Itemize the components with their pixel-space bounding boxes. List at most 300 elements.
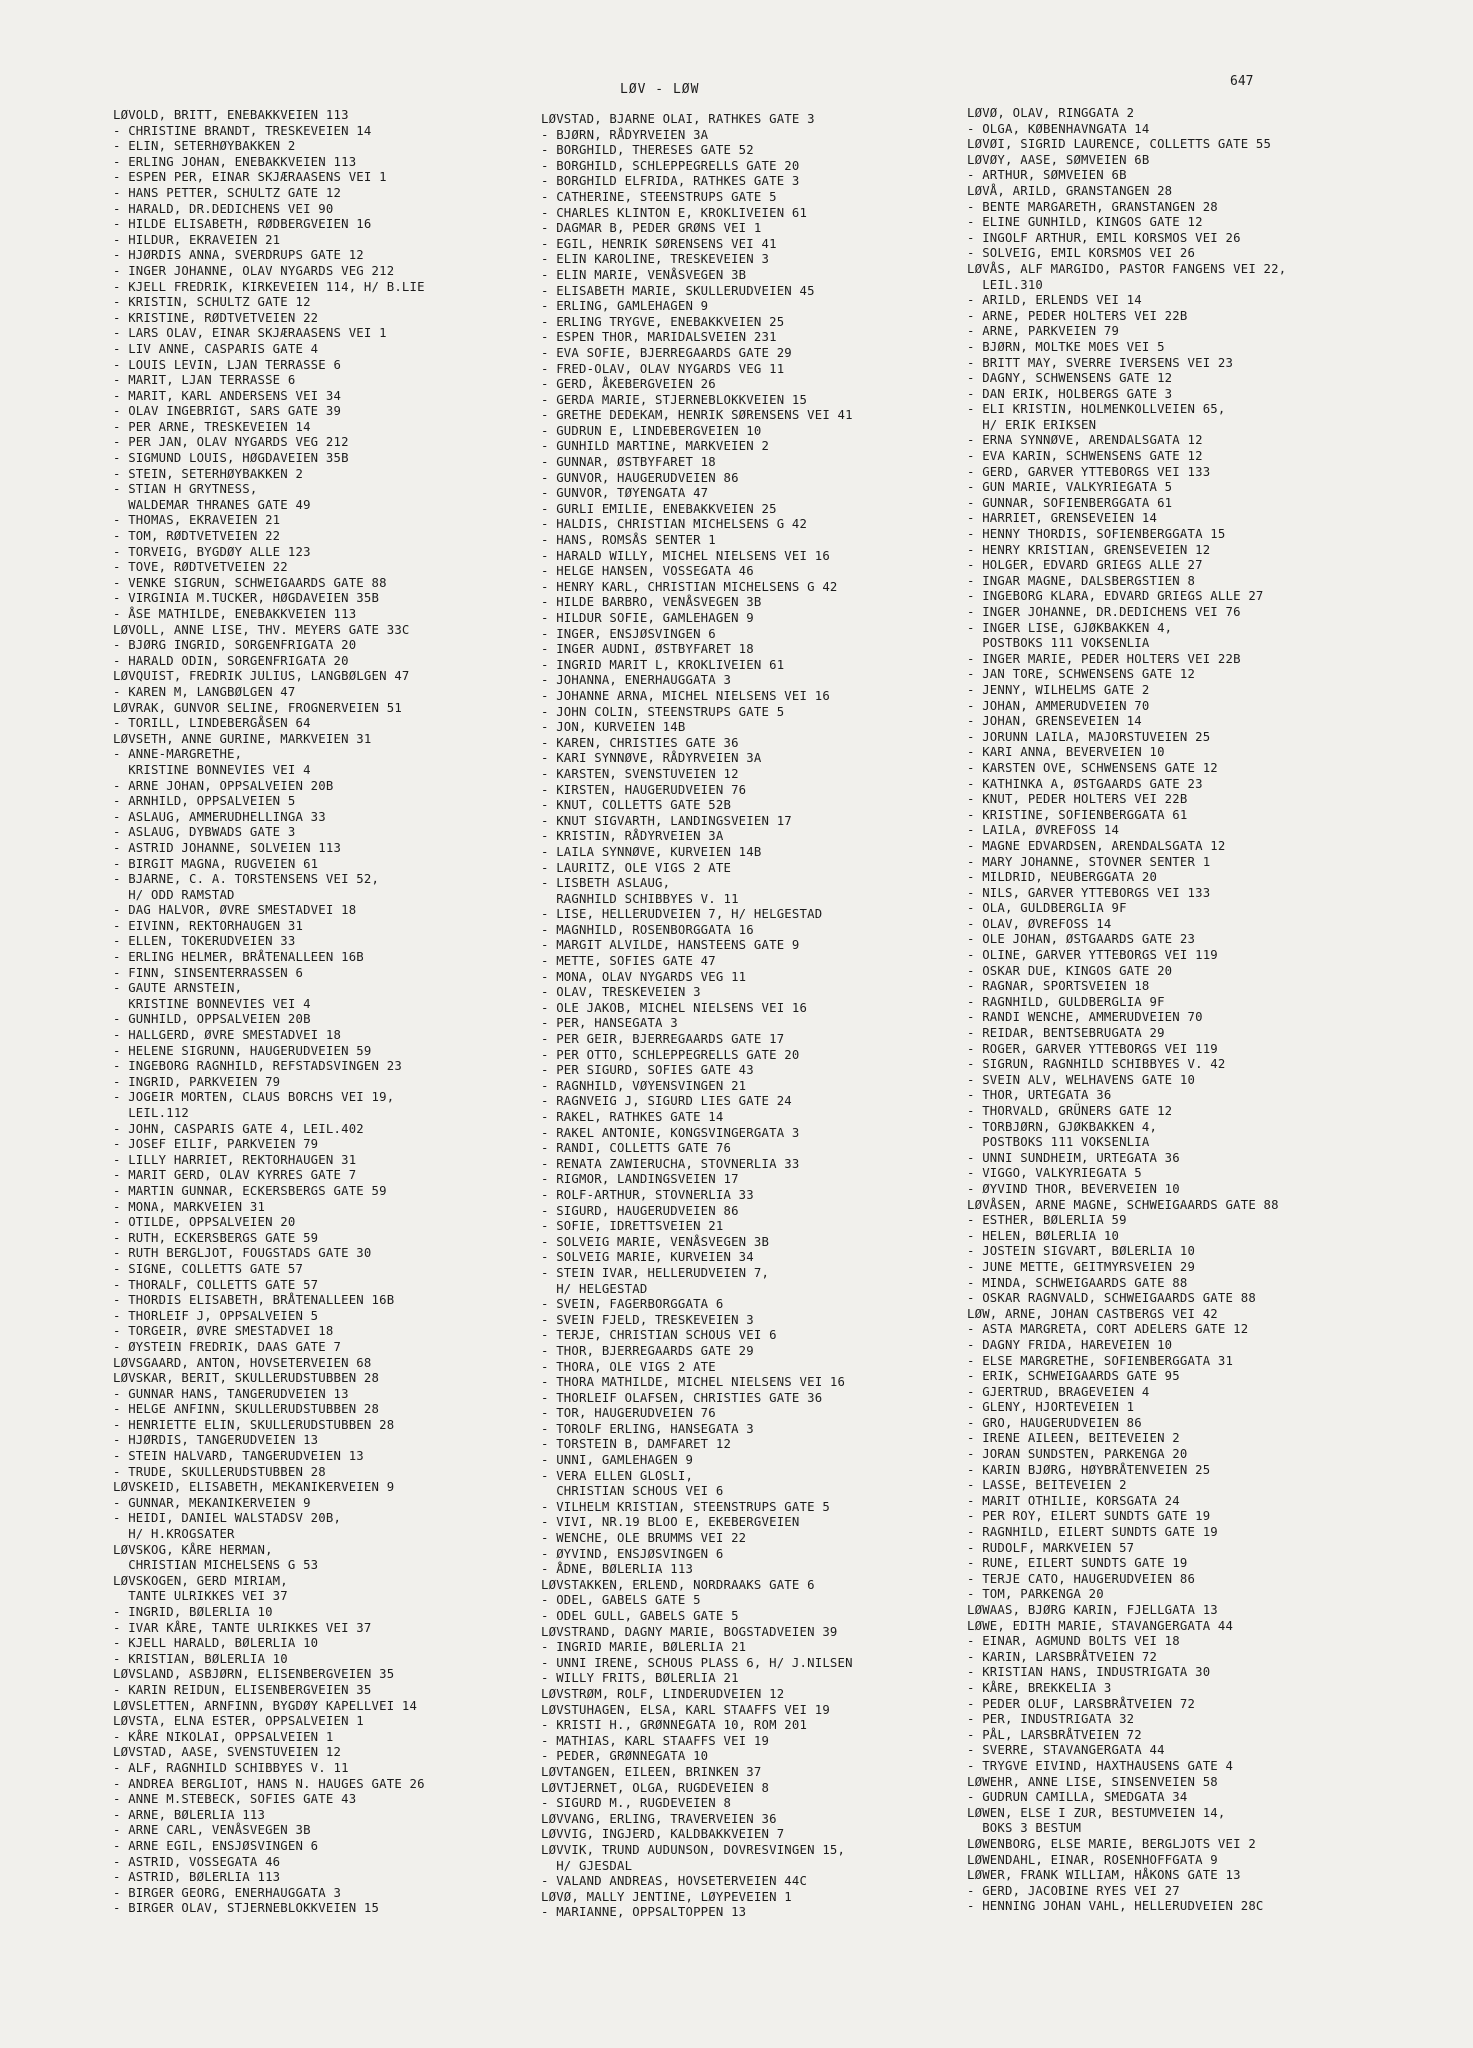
directory-entry-line: - KRISTINE, SOFIENBERGGATA 61 <box>967 807 1188 822</box>
directory-entry-line: - ELLEN, TOKERUDVEIEN 33 <box>113 934 296 949</box>
directory-entry-line: - PER JAN, OLAV NYGARDS VEG 212 <box>113 435 349 450</box>
directory-entry-line: - SIGRUN, RAGNHILD SCHIBBYES V. 42 <box>967 1057 1226 1072</box>
directory-entry-line: - OSKAR RAGNVALD, SCHWEIGAARDS GATE 88 <box>967 1291 1256 1306</box>
directory-entry-line: - RUNE, EILERT SUNDTS GATE 19 <box>967 1556 1188 1571</box>
directory-entry-line: KRISTINE BONNEVIES VEI 4 <box>113 762 311 777</box>
directory-entry-line: - SOLVEIG, EMIL KORSMOS VEI 26 <box>967 246 1196 261</box>
directory-entry-line: - BENTE MARGARETH, GRANSTANGEN 28 <box>967 199 1218 214</box>
directory-entry-line: LØVSTA, ELNA ESTER, OPPSALVEIEN 1 <box>113 1714 364 1729</box>
directory-entry-line: - TERJE, CHRISTIAN SCHOUS VEI 6 <box>541 1328 777 1343</box>
directory-entry-line: - TRUDE, SKULLERUDSTUBBEN 28 <box>113 1464 326 1479</box>
directory-entry-line: - HJØRDIS ANNA, SVERDRUPS GATE 12 <box>113 248 364 263</box>
directory-entry-line: - PER SIGURD, SOFIES GATE 43 <box>541 1063 754 1078</box>
directory-entry-line: - HARALD WILLY, MICHEL NIELSENS VEI 16 <box>541 548 830 563</box>
directory-entry-line: - ARTHUR, SØMVEIEN 6B <box>967 168 1127 183</box>
directory-entry-line: - KARIN BJØRG, HØYBRÅTENVEIEN 25 <box>967 1462 1211 1477</box>
directory-entry-line: H/ ERIK ERIKSEN <box>967 417 1097 432</box>
directory-entry-line: - PER, INDUSTRIGATA 32 <box>967 1712 1135 1727</box>
directory-entry-line: - ARNE, BØLERLIA 113 <box>113 1807 266 1822</box>
directory-entry-line: - ERNA SYNNØVE, ARENDALSGATA 12 <box>967 433 1203 448</box>
directory-entry-line: LØVSTRØM, ROLF, LINDERUDVEIEN 12 <box>541 1686 785 1701</box>
directory-entry-line: - BIRGIT MAGNA, RUGVEIEN 61 <box>113 856 319 871</box>
directory-entry-line: - ASTRID, BØLERLIA 113 <box>113 1870 281 1885</box>
directory-entry-line: CHRISTIAN MICHELSENS G 53 <box>113 1558 319 1573</box>
directory-entry-line: - INGER JOHANNE, DR.DEDICHENS VEI 76 <box>967 605 1241 619</box>
directory-entry-line: - TORILL, LINDEBERGÅSEN 64 <box>113 716 311 731</box>
directory-entry-line: - HEIDI, DANIEL WALSTADSV 20B, <box>113 1511 342 1526</box>
directory-entry-line: - ARNE, PEDER HOLTERS VEI 22B <box>967 308 1188 323</box>
directory-entry-line: - ELIN MARIE, VENÅSVEGEN 3B <box>541 267 747 282</box>
directory-entry-line: - KARSTEN, SVENSTUVEIEN 12 <box>541 766 739 781</box>
running-head: LØV - LØW <box>620 82 700 97</box>
directory-entry-line: - VIGGO, VALKYRIEGATA 5 <box>967 1166 1142 1181</box>
directory-entry-line: - ELISABETH MARIE, SKULLERUDVEIEN 45 <box>541 283 815 298</box>
directory-entry-line: - SIGMUND LOUIS, HØGDAVEIEN 35B <box>113 451 349 466</box>
directory-entry-line: - HENRY KRISTIAN, GRENSEVEIEN 12 <box>967 542 1211 557</box>
directory-entry-line: LEIL.112 <box>113 1106 190 1120</box>
directory-entry-line: LØWE, EDITH MARIE, STAVANGERGATA 44 <box>967 1618 1234 1633</box>
directory-entry-line: LØVRAK, GUNVOR SELINE, FROGNERVEIEN 51 <box>113 700 402 715</box>
directory-entry-line: LØWAAS, BJØRG KARIN, FJELLGATA 13 <box>967 1603 1218 1617</box>
directory-entry-line: - NILS, GARVER YTTEBORGS VEI 133 <box>967 885 1211 900</box>
directory-entry-line: - ARILD, ERLENDS VEI 14 <box>967 293 1142 308</box>
directory-entry-line: - INGAR MAGNE, DALSBERGSTIEN 8 <box>967 573 1196 588</box>
directory-entry-line: - ASTA MARGRETA, CORT ADELERS GATE 12 <box>967 1322 1249 1337</box>
directory-entry-line: - KRISTI H., GRØNNEGATA 10, ROM 201 <box>541 1718 808 1733</box>
directory-entry-line: - VIRGINIA M.TUCKER, HØGDAVEIEN 35B <box>113 591 380 606</box>
directory-entry-line: - ELIN KAROLINE, TRESKEVEIEN 3 <box>541 252 770 267</box>
directory-entry-line: - LASSE, BEITEVEIEN 2 <box>967 1478 1127 1493</box>
directory-entry-line: - DAGNY, SCHWENSENS GATE 12 <box>967 371 1173 386</box>
directory-entry-line: RAGNHILD SCHIBBYES V. 11 <box>541 891 739 906</box>
directory-entry-line: - HELGE ANFINN, SKULLERUDSTUBBEN 28 <box>113 1402 380 1417</box>
directory-entry-line: - STEIN, SETERHØYBAKKEN 2 <box>113 466 304 481</box>
directory-entry-line: - LAURITZ, OLE VIGS 2 ATE <box>541 860 732 875</box>
directory-entry-line: - DAN ERIK, HOLBERGS GATE 3 <box>967 386 1173 401</box>
directory-entry-line: - KRISTIAN HANS, INDUSTRIGATA 30 <box>967 1665 1211 1680</box>
directory-entry-line: - ARNE, PARKVEIEN 79 <box>967 324 1120 339</box>
directory-entry-line: - RAGNHILD, GULDBERGLIA 9F <box>967 994 1165 1009</box>
directory-entry-line: - MAGNHILD, ROSENBORGGATA 16 <box>541 922 754 937</box>
directory-entry-line: - PER ARNE, TRESKEVEIEN 14 <box>113 419 311 434</box>
directory-entry-line: - RAGNHILD, VØYENSVINGEN 21 <box>541 1078 747 1093</box>
directory-entry-line: LØVSGAARD, ANTON, HOVSETERVEIEN 68 <box>113 1355 372 1370</box>
directory-entry-line: - HARALD, DR.DEDICHENS VEI 90 <box>113 201 334 216</box>
directory-entry-line: - KIRSTEN, HAUGERUDVEIEN 76 <box>541 782 747 797</box>
directory-entry-line: - SOLVEIG MARIE, VENÅSVEGEN 3B <box>541 1234 770 1249</box>
directory-entry-line: - TORGEIR, ØVRE SMESTADVEI 18 <box>113 1324 334 1339</box>
directory-entry-line: - WENCHE, OLE BRUMMS VEI 22 <box>541 1531 747 1546</box>
directory-entry-line: LØVQUIST, FREDRIK JULIUS, LANGBØLGEN 47 <box>113 669 410 684</box>
directory-entry-line: - ROLF-ARTHUR, STOVNERLIA 33 <box>541 1187 754 1202</box>
directory-entry-line: - MARGIT ALVILDE, HANSTEENS GATE 9 <box>541 938 800 953</box>
directory-entry-line: - EGIL, HENRIK SØRENSENS VEI 41 <box>541 236 777 251</box>
directory-entry-line: - SOFIE, IDRETTSVEIEN 21 <box>541 1219 724 1234</box>
directory-entry-line: KRISTINE BONNEVIES VEI 4 <box>113 996 311 1011</box>
directory-entry-line: - GUNNAR, ØSTBYFARET 18 <box>541 455 716 470</box>
directory-entry-line: LØWER, FRANK WILLIAM, HÅKONS GATE 13 <box>967 1868 1241 1883</box>
directory-entry-line: - INGRID MARIT L, KROKLIVEIEN 61 <box>541 657 785 672</box>
directory-entry-line: - EIVINN, REKTORHAUGEN 31 <box>113 918 304 933</box>
directory-entry-line: - GJERTRUD, BRAGEVEIEN 4 <box>967 1384 1150 1399</box>
directory-entry-line: - EVA SOFIE, BJERREGAARDS GATE 29 <box>541 345 792 360</box>
directory-entry-line: - CATHERINE, STEENSTRUPS GATE 5 <box>541 189 777 204</box>
directory-entry-line: - INGRID MARIE, BØLERLIA 21 <box>541 1640 747 1655</box>
directory-entry-line: - JOSEF EILIF, PARKVEIEN 79 <box>113 1137 319 1152</box>
directory-entry-line: - GRETHE DEDEKAM, HENRIK SØRENSENS VEI 41 <box>541 408 853 423</box>
directory-entry-line: - GERD, ÅKEBERGVEIEN 26 <box>541 377 716 392</box>
directory-entry-line: - HANS PETTER, SCHULTZ GATE 12 <box>113 185 342 200</box>
directory-entry-line: - METTE, SOFIES GATE 47 <box>541 954 716 969</box>
directory-entry-line: - HELEN, BØLERLIA 10 <box>967 1228 1120 1243</box>
directory-entry-line: LØVØ, OLAV, RINGGATA 2 <box>967 106 1135 120</box>
directory-entry-line: LØVSKAR, BERIT, SKULLERUDSTUBBEN 28 <box>113 1371 380 1386</box>
directory-entry-line: - PEDER OLUF, LARSBRÅTVEIEN 72 <box>967 1696 1196 1711</box>
directory-entry-line: - ERLING TRYGVE, ENEBAKKVEIEN 25 <box>541 314 785 329</box>
directory-entry-line: - KNUT, COLLETTS GATE 52B <box>541 798 732 813</box>
directory-entry-line: - OLA, GULDBERGLIA 9F <box>967 901 1127 916</box>
directory-entry-line: - KNUT, PEDER HOLTERS VEI 22B <box>967 792 1188 807</box>
directory-entry-line: - MARIT GERD, OLAV KYRRES GATE 7 <box>113 1168 357 1183</box>
directory-entry-line: H/ H.KROGSATER <box>113 1527 235 1542</box>
directory-entry-line: - PER OTTO, SCHLEPPEGRELLS GATE 20 <box>541 1047 800 1062</box>
page-header <box>0 74 1473 98</box>
directory-entry-line: - JORAN SUNDSTEN, PARKENGA 20 <box>967 1447 1188 1462</box>
directory-entry-line: - BORGHILD, THERESES GATE 52 <box>541 143 754 158</box>
directory-entry-line: - INGER MARIE, PEDER HOLTERS VEI 22B <box>967 651 1241 666</box>
directory-entry-line: - BIRGER GEORG, ENERHAUGGATA 3 <box>113 1885 342 1900</box>
directory-entry-line: LØVSKOG, KÅRE HERMAN, <box>113 1542 273 1557</box>
directory-entry-line: - MARIT, LJAN TERRASSE 6 <box>113 373 296 388</box>
directory-entry-line: - INGER LISE, GJØKBAKKEN 4, <box>967 620 1173 635</box>
directory-entry-line: - HILDUR, EKRAVEIEN 21 <box>113 232 281 247</box>
directory-entry-line: LØVSTAD, AASE, SVENSTUVEIEN 12 <box>113 1745 342 1760</box>
directory-entry-line: - DAGNY FRIDA, HAREVEIEN 10 <box>967 1337 1173 1352</box>
directory-entry-line: - JAN TORE, SCHWENSENS GATE 12 <box>967 667 1196 682</box>
directory-entry-line: - GERDA MARIE, STJERNEBLOKKVEIEN 15 <box>541 392 808 407</box>
directory-entry-line: - UNNI SUNDHEIM, URTEGATA 36 <box>967 1150 1180 1165</box>
directory-entry-line: LØWEN, ELSE I ZUR, BESTUMVEIEN 14, <box>967 1805 1226 1820</box>
directory-entry-line: - ESPEN PER, EINAR SKJÆRAASENS VEI 1 <box>113 170 387 185</box>
directory-entry-line: - INGRID, BØLERLIA 10 <box>113 1605 273 1619</box>
directory-entry-line: - JOGEIR MORTEN, CLAUS BORCHS VEI 19, <box>113 1090 395 1105</box>
directory-entry-line: - KRISTIN, SCHULTZ GATE 12 <box>113 295 311 310</box>
directory-entry-line: - HALLGERD, ØVRE SMESTADVEI 18 <box>113 1028 342 1043</box>
directory-entry-line: - IVAR KÅRE, TANTE ULRIKKES VEI 37 <box>113 1620 372 1635</box>
directory-entry-line: - TOM, RØDTVETVEIEN 22 <box>113 529 281 544</box>
directory-entry-line: - SIGNE, COLLETTS GATE 57 <box>113 1261 304 1276</box>
directory-entry-line: - KARI SYNNØVE, RÅDYRVEIEN 3A <box>541 751 762 766</box>
directory-entry-line: - KARIN, LARSBRÅTVEIEN 72 <box>967 1649 1158 1664</box>
directory-entry-line: - INGER AUDNI, ØSTBYFARET 18 <box>541 642 754 657</box>
directory-entry-line: - GUN MARIE, VALKYRIEGATA 5 <box>967 480 1173 495</box>
directory-entry-line: - ARNE EGIL, ENSJØSVINGEN 6 <box>113 1838 319 1853</box>
directory-entry-line: - STEIN IVAR, HELLERUDVEIEN 7, <box>541 1265 770 1280</box>
directory-entry-line: - HARALD ODIN, SORGENFRIGATA 20 <box>113 653 349 668</box>
directory-entry-line: LØVØ, MALLY JENTINE, LØYPEVEIEN 1 <box>541 1889 792 1904</box>
directory-entry-line: LØVVIG, INGJERD, KALDBAKKVEIEN 7 <box>541 1827 785 1842</box>
directory-entry-line: LØW, ARNE, JOHAN CASTBERGS VEI 42 <box>967 1306 1218 1321</box>
directory-entry-line: - GUNHILD MARTINE, MARKVEIEN 2 <box>541 439 770 454</box>
directory-entry-line: - OSKAR DUE, KINGOS GATE 20 <box>967 963 1173 978</box>
directory-entry-line: LØVTJERNET, OLGA, RUGDEVEIEN 8 <box>541 1780 770 1795</box>
directory-entry-line: - CHRISTINE BRANDT, TRESKEVEIEN 14 <box>113 123 372 138</box>
directory-entry-line: - VERA ELLEN GLOSLI, <box>541 1468 694 1483</box>
directory-entry-line: - REIDAR, BENTSEBRUGATA 29 <box>967 1026 1165 1041</box>
directory-entry-line: - RAKEL ANTONIE, KONGSVINGERGATA 3 <box>541 1125 800 1140</box>
directory-entry-line: - KNUT SIGVARTH, LANDINGSVEIEN 17 <box>541 813 792 828</box>
directory-entry-line: - LILLY HARRIET, REKTORHAUGEN 31 <box>113 1152 357 1167</box>
directory-entry-line: - ASLAUG, DYBWADS GATE 3 <box>113 825 296 840</box>
directory-entry-line: - TRYGVE EIVIND, HAXTHAUSENS GATE 4 <box>967 1758 1234 1773</box>
directory-entry-line: - THOR, BJERREGAARDS GATE 29 <box>541 1343 754 1358</box>
directory-entry-line: - LOUIS LEVIN, LJAN TERRASSE 6 <box>113 357 342 372</box>
directory-entry-line: - OLAV, TRESKEVEIEN 3 <box>541 985 701 1000</box>
directory-entry-line: - JOSTEIN SIGVART, BØLERLIA 10 <box>967 1244 1196 1259</box>
directory-entry-line: - ASLAUG, AMMERUDHELLINGA 33 <box>113 809 326 824</box>
directory-entry-line: - RANDI, COLLETTS GATE 76 <box>541 1141 732 1156</box>
directory-entry-line: - OLINE, GARVER YTTEBORGS VEI 119 <box>967 948 1218 963</box>
directory-entry-line: - RENATA ZAWIERUCHA, STOVNERLIA 33 <box>541 1156 800 1171</box>
directory-entry-line: - UNNI IRENE, SCHOUS PLASS 6, H/ J.NILSEN <box>541 1655 853 1670</box>
directory-entry-line: - RUTH BERGLJOT, FOUGSTADS GATE 30 <box>113 1246 372 1261</box>
directory-entry-line: - PER GEIR, BJERREGAARDS GATE 17 <box>541 1032 785 1047</box>
directory-entry-line: - STEIN HALVARD, TANGERUDVEIEN 13 <box>113 1449 364 1464</box>
directory-entry-line: - ELIN, SETERHØYBAKKEN 2 <box>113 139 296 154</box>
directory-entry-line: H/ GJESDAL <box>541 1858 633 1873</box>
directory-entry-line: WALDEMAR THRANES GATE 49 <box>113 497 311 512</box>
directory-entry-line: - ØYSTEIN FREDRIK, DAAS GATE 7 <box>113 1339 342 1354</box>
directory-entry-line: - UNNI, GAMLEHAGEN 9 <box>541 1453 694 1468</box>
directory-entry-line: LØVÅS, ALF MARGIDO, PASTOR FANGENS VEI 22, <box>967 261 1287 276</box>
directory-entry-line: - THOMAS, EKRAVEIEN 21 <box>113 513 281 528</box>
directory-entry-line: LØVSLETTEN, ARNFINN, BYGDØY KAPELLVEI 14 <box>113 1698 418 1713</box>
directory-entry-line: - GURLI EMILIE, ENEBAKKVEIEN 25 <box>541 501 777 516</box>
directory-entry-line: - KAREN M, LANGBØLGEN 47 <box>113 684 296 699</box>
directory-entry-line: - TORSTEIN B, DAMFARET 12 <box>541 1437 732 1452</box>
directory-entry-line: - OLAV INGEBRIGT, SARS GATE 39 <box>113 404 342 419</box>
directory-entry-line: - KAREN, CHRISTIES GATE 36 <box>541 735 739 750</box>
directory-entry-line: - THOR, URTEGATA 36 <box>967 1088 1112 1103</box>
directory-entry-line: - ÅDNE, BØLERLIA 113 <box>541 1562 694 1577</box>
directory-entry-line: - EVA KARIN, SCHWENSENS GATE 12 <box>967 449 1203 464</box>
directory-entry-line: LEIL.310 <box>967 277 1044 292</box>
directory-entry-line: - GUNVOR, HAUGERUDVEIEN 86 <box>541 470 739 485</box>
directory-entry-line: - GAUTE ARNSTEIN, <box>113 981 243 996</box>
directory-entry-line: H/ ODD RAMSTAD <box>113 887 235 902</box>
directory-entry-line: - HILDE ELISABETH, RØDBERGVEIEN 16 <box>113 217 372 232</box>
directory-entry-line: LØVSTRAND, DAGNY MARIE, BOGSTADVEIEN 39 <box>541 1624 838 1639</box>
directory-entry-line: - LISE, HELLERUDVEIEN 7, H/ HELGESTAD <box>541 907 823 922</box>
directory-entry-line: - TORVEIG, BYGDØY ALLE 123 <box>113 544 311 559</box>
directory-entry-line: - THORDIS ELISABETH, BRÅTENALLEEN 16B <box>113 1293 395 1308</box>
directory-entry-line: - OTILDE, OPPSALVEIEN 20 <box>113 1215 296 1230</box>
directory-entry-line: - IRENE AILEEN, BEITEVEIEN 2 <box>967 1431 1180 1446</box>
directory-entry-line: - INGEBORG KLARA, EDVARD GRIEGS ALLE 27 <box>967 589 1264 604</box>
directory-entry-line: - ODEL, GABELS GATE 5 <box>541 1593 701 1608</box>
directory-entry-line: - KRISTIAN, BØLERLIA 10 <box>113 1651 288 1666</box>
directory-entry-line: - MONA, MARKVEIEN 31 <box>113 1199 266 1214</box>
directory-entry-line: - TOVE, RØDTVETVEIEN 22 <box>113 560 288 575</box>
directory-entry-line: - ANNE-MARGRETHE, <box>113 747 243 762</box>
directory-entry-line: - LAILA SYNNØVE, KURVEIEN 14B <box>541 844 762 859</box>
directory-entry-line: LØVSLAND, ASBJØRN, ELISENBERGVEIEN 35 <box>113 1667 395 1682</box>
directory-entry-line: - KJELL HARALD, BØLERLIA 10 <box>113 1636 319 1651</box>
directory-entry-line: - ASTRID, VOSSEGATA 46 <box>113 1854 281 1869</box>
directory-entry-line: - VILHELM KRISTIAN, STEENSTRUPS GATE 5 <box>541 1499 830 1514</box>
directory-entry-line: - MARTIN GUNNAR, ECKERSBERGS GATE 59 <box>113 1183 387 1198</box>
directory-entry-line: - DAGMAR B, PEDER GRØNS VEI 1 <box>541 221 762 236</box>
directory-column-2 <box>541 112 853 1921</box>
directory-entry-line: - ERIK, SCHWEIGAARDS GATE 95 <box>967 1369 1180 1384</box>
directory-entry-line: - HJØRDIS, TANGERUDVEIEN 13 <box>113 1433 319 1448</box>
directory-entry-line: - ELI KRISTIN, HOLMENKOLLVEIEN 65, <box>967 402 1226 417</box>
directory-entry-line: - MARIANNE, OPPSALTOPPEN 13 <box>541 1905 747 1920</box>
directory-entry-line: - RAGNHILD, EILERT SUNDTS GATE 19 <box>967 1525 1218 1540</box>
directory-entry-line: - KÅRE NIKOLAI, OPPSALVEIEN 1 <box>113 1729 334 1744</box>
directory-entry-line: - VALAND ANDREAS, HOVSETERVEIEN 44C <box>541 1874 808 1889</box>
directory-entry-line: - GERD, JACOBINE RYES VEI 27 <box>967 1883 1180 1898</box>
directory-entry-line: - HILDE BARBRO, VENÅSVEGEN 3B <box>541 595 762 610</box>
directory-entry-line: - RUDOLF, MARKVEIEN 57 <box>967 1540 1135 1555</box>
directory-entry-line: - OLE JOHAN, ØSTGAARDS GATE 23 <box>967 932 1196 947</box>
directory-entry-line: - THORALF, COLLETTS GATE 57 <box>113 1277 319 1292</box>
directory-entry-line: - SVEIN FJELD, TRESKEVEIEN 3 <box>541 1312 754 1327</box>
directory-entry-line: - PEDER, GRØNNEGATA 10 <box>541 1749 709 1764</box>
directory-entry-line: - LAILA, ØVREFOSS 14 <box>967 823 1120 838</box>
directory-entry-line: - GRO, HAUGERUDVEIEN 86 <box>967 1415 1142 1430</box>
directory-entry-line: - ERLING HELMER, BRÅTENALLEEN 16B <box>113 950 364 965</box>
directory-entry-line: - RAGNAR, SPORTSVEIEN 18 <box>967 979 1150 994</box>
directory-entry-line: - BJØRG INGRID, SORGENFRIGATA 20 <box>113 638 357 653</box>
directory-entry-line: - TOR, HAUGERUDVEIEN 76 <box>541 1406 716 1421</box>
directory-entry-line: - TERJE CATO, HAUGERUDVEIEN 86 <box>967 1571 1196 1586</box>
directory-entry-line: - HENRIETTE ELIN, SKULLERUDSTUBBEN 28 <box>113 1417 395 1432</box>
directory-entry-line: - RANDI WENCHE, AMMERUDVEIEN 70 <box>967 1010 1203 1025</box>
directory-entry-line: - THORA MATHILDE, MICHEL NIELSENS VEI 16 <box>541 1375 846 1390</box>
directory-entry-line: - THORA, OLE VIGS 2 ATE <box>541 1359 716 1374</box>
directory-entry-line: LØVSETH, ANNE GURINE, MARKVEIEN 31 <box>113 731 372 746</box>
directory-entry-line: - GERD, GARVER YTTEBORGS VEI 133 <box>967 464 1211 479</box>
directory-entry-line: LØVÅ, ARILD, GRANSTANGEN 28 <box>967 183 1173 198</box>
directory-entry-line: - KARSTEN OVE, SCHWENSENS GATE 12 <box>967 760 1218 775</box>
directory-entry-line: - KARIN REIDUN, ELISENBERGVEIEN 35 <box>113 1682 372 1697</box>
directory-entry-line: - JENNY, WILHELMS GATE 2 <box>967 682 1150 697</box>
directory-entry-line: - KRISTIN, RÅDYRVEIEN 3A <box>541 829 724 844</box>
directory-entry-line: - JUNE METTE, GEITMYRSVEIEN 29 <box>967 1259 1196 1274</box>
directory-entry-line: - STIAN H GRYTNESS, <box>113 482 258 497</box>
directory-entry-line: - KÅRE, BREKKELIA 3 <box>967 1680 1112 1695</box>
directory-entry-line: - ALF, RAGNHILD SCHIBBYES V. 11 <box>113 1760 349 1775</box>
directory-entry-line: - FRED-OLAV, OLAV NYGARDS VEG 11 <box>541 361 785 376</box>
directory-entry-line: - ARNHILD, OPPSALVEIEN 5 <box>113 794 296 809</box>
directory-entry-line: - ASTRID JOHANNE, SOLVEIEN 113 <box>113 840 342 855</box>
directory-entry-line: - SVEIN ALV, WELHAVENS GATE 10 <box>967 1072 1196 1087</box>
directory-entry-line: LØWEHR, ANNE LISE, SINSENVEIEN 58 <box>967 1774 1218 1789</box>
directory-entry-line: - CHARLES KLINTON E, KROKLIVEIEN 61 <box>541 205 808 220</box>
directory-entry-line: - BJØRN, RÅDYRVEIEN 3A <box>541 127 709 142</box>
directory-column-1 <box>113 108 425 1917</box>
directory-entry-line: - ANNE M.STEBECK, SOFIES GATE 43 <box>113 1792 357 1807</box>
directory-entry-line: - MARY JOHANNE, STOVNER SENTER 1 <box>967 854 1211 869</box>
directory-entry-line: - TORBJØRN, GJØKBAKKEN 4, <box>967 1119 1158 1134</box>
directory-entry-line: - MATHIAS, KARL STAAFFS VEI 19 <box>541 1733 770 1748</box>
directory-entry-line: LØVOLL, ANNE LISE, THV. MEYERS GATE 33C <box>113 622 410 637</box>
directory-entry-line: POSTBOKS 111 VOKSENLIA <box>967 636 1150 651</box>
directory-entry-line: - ERLING, GAMLEHAGEN 9 <box>541 299 709 314</box>
directory-entry-line: - JORUNN LAILA, MAJORSTUVEIEN 25 <box>967 729 1211 744</box>
directory-entry-line: TANTE ULRIKKES VEI 37 <box>113 1589 288 1604</box>
directory-entry-line: - BIRGER OLAV, STJERNEBLOKKVEIEN 15 <box>113 1901 380 1916</box>
directory-entry-line: - INGEBORG RAGNHILD, REFSTADSVINGEN 23 <box>113 1059 402 1074</box>
directory-entry-line: LØVÅSEN, ARNE MAGNE, SCHWEIGAARDS GATE 88 <box>967 1197 1279 1212</box>
directory-entry-line: - HELENE SIGRUNN, HAUGERUDVEIEN 59 <box>113 1043 372 1058</box>
directory-entry-line: - KARI ANNA, BEVERVEIEN 10 <box>967 745 1165 760</box>
directory-entry-line: - JOHANNA, ENERHAUGGATA 3 <box>541 673 732 688</box>
directory-entry-line: - GUNHILD, OPPSALVEIEN 20B <box>113 1012 311 1027</box>
directory-entry-line: - THORLEIF OLAFSEN, CHRISTIES GATE 36 <box>541 1390 823 1405</box>
page-number: 647 <box>1230 74 1254 89</box>
directory-entry-line: POSTBOKS 111 VOKSENLIA <box>967 1135 1150 1150</box>
directory-entry-line: - RIGMOR, LANDINGSVEIEN 17 <box>541 1172 739 1187</box>
directory-entry-line: - HELGE HANSEN, VOSSEGATA 46 <box>541 564 754 579</box>
directory-entry-line: - SVEIN, FAGERBORGGATA 6 <box>541 1297 724 1312</box>
directory-entry-line: - ERLING JOHAN, ENEBAKKVEIEN 113 <box>113 154 357 169</box>
directory-entry-line: - INGOLF ARTHUR, EMIL KORSMOS VEI 26 <box>967 230 1241 245</box>
directory-entry-line: - GUNNAR HANS, TANGERUDVEIEN 13 <box>113 1386 349 1401</box>
directory-column-3 <box>967 106 1286 1915</box>
directory-entry-line: - HALDIS, CHRISTIAN MICHELSENS G 42 <box>541 517 808 532</box>
directory-entry-line: - OLE JAKOB, MICHEL NIELSENS VEI 16 <box>541 1000 808 1015</box>
directory-entry-line: - FINN, SINSENTERRASSEN 6 <box>113 965 304 980</box>
directory-entry-line: - JOHN, CASPARIS GATE 4, LEIL.402 <box>113 1121 364 1136</box>
directory-entry-line: - BJARNE, C. A. TORSTENSENS VEI 52, <box>113 872 380 887</box>
directory-entry-line: - JON, KURVEIEN 14B <box>541 720 686 735</box>
directory-entry-line: - BORGHILD, SCHLEPPEGRELLS GATE 20 <box>541 158 800 173</box>
directory-entry-line: LØVOLD, BRITT, ENEBAKKVEIEN 113 <box>113 108 349 122</box>
directory-entry-line: - TOROLF ERLING, HANSEGATA 3 <box>541 1421 754 1436</box>
directory-entry-line: - SIGURD M., RUGDEVEIEN 8 <box>541 1796 732 1811</box>
directory-entry-line: - INGRID, PARKVEIEN 79 <box>113 1074 281 1089</box>
directory-entry-line: LØVVANG, ERLING, TRAVERVEIEN 36 <box>541 1811 777 1826</box>
directory-entry-line: LØWENBORG, ELSE MARIE, BERGLJOTS VEI 2 <box>967 1836 1256 1851</box>
directory-entry-line: - ROGER, GARVER YTTEBORGS VEI 119 <box>967 1041 1218 1056</box>
directory-entry-line: - HARRIET, GRENSEVEIEN 14 <box>967 511 1158 526</box>
directory-entry-line: - ANDREA BERGLIOT, HANS N. HAUGES GATE 26 <box>113 1776 425 1791</box>
directory-entry-line: LØVSTAKKEN, ERLEND, NORDRAAKS GATE 6 <box>541 1577 815 1592</box>
directory-entry-line: - ODEL GULL, GABELS GATE 5 <box>541 1609 739 1623</box>
directory-entry-line: - ELINE GUNHILD, KINGOS GATE 12 <box>967 215 1203 230</box>
directory-entry-line: - ØYVIND THOR, BEVERVEIEN 10 <box>967 1181 1180 1196</box>
directory-entry-line: - INGER JOHANNE, OLAV NYGARDS VEG 212 <box>113 263 395 278</box>
directory-entry-line: - GUNVOR, TØYENGATA 47 <box>541 486 709 501</box>
directory-entry-line: - SOLVEIG MARIE, KURVEIEN 34 <box>541 1250 754 1265</box>
directory-entry-line: LØVTANGEN, EILEEN, BRINKEN 37 <box>541 1764 762 1779</box>
directory-entry-line: - KATHINKA A, ØSTGAARDS GATE 23 <box>967 776 1203 791</box>
directory-entry-line: LØVSKEID, ELISABETH, MEKANIKERVEIEN 9 <box>113 1480 395 1495</box>
directory-entry-line: - ÅSE MATHILDE, ENEBAKKVEIEN 113 <box>113 607 357 621</box>
directory-entry-line: - GUDRUN E, LINDEBERGVEIEN 10 <box>541 423 762 438</box>
directory-entry-line: - RAKEL, RATHKES GATE 14 <box>541 1110 724 1124</box>
directory-entry-line: - OLGA, KØBENHAVNGATA 14 <box>967 121 1150 136</box>
directory-entry-line: - HENNY THORDIS, SOFIENBERGGATA 15 <box>967 527 1226 542</box>
directory-entry-line: CHRISTIAN SCHOUS VEI 6 <box>541 1484 724 1499</box>
directory-entry-line: - GUDRUN CAMILLA, SMEDGATA 34 <box>967 1790 1188 1805</box>
directory-entry-line: - EINAR, AGMUND BOLTS VEI 18 <box>967 1634 1180 1649</box>
directory-entry-line: - OLAV, ØVREFOSS 14 <box>967 916 1112 931</box>
directory-entry-line: LØVSTUHAGEN, ELSA, KARL STAAFFS VEI 19 <box>541 1702 830 1717</box>
directory-entry-line: - VENKE SIGRUN, SCHWEIGAARDS GATE 88 <box>113 575 387 590</box>
